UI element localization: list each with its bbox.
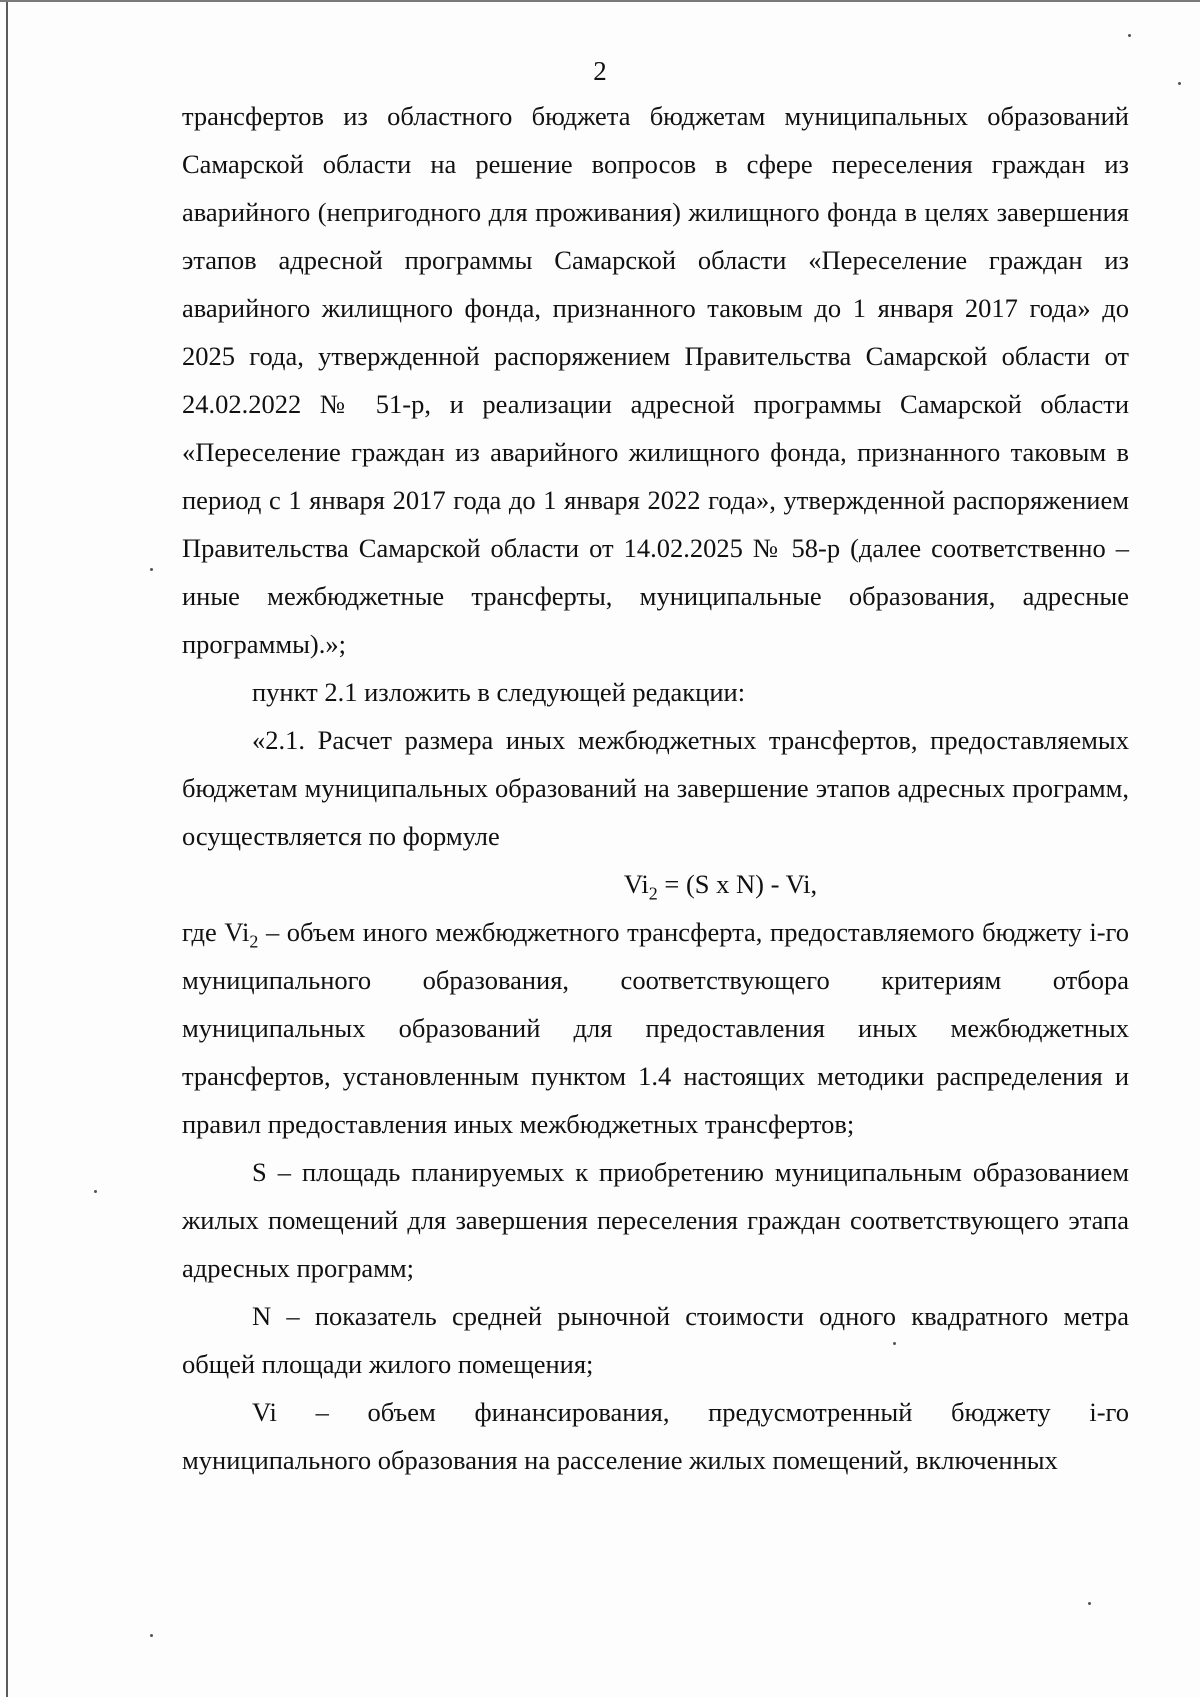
- paragraph-transfers-purpose: трансфертов из областного бюджета бюджетам муниципальных образований Самарской области на решение вопросов в сфере переселения граждан из аварийного (непригодного для проживания) жилищного фонда в целях завершения этапов адресной программы Самарской области «Переселение граждан из аварийного жилищного фонда, признанного таковым до 1 января 2017 года» до 2025 года, утвержденной распоряжением Правительства Самарской области от 24.02.2022 № 51-р, и реализации адресной программы Самарской области «Переселение граждан из аварийного жилищного фонда, признанного таковым в период с 1 января 2017 года до 1 января 2022 года», утвержденной распоряжением Правительства Самарской области от 14.02.2025 № 58-р (далее соответственно – иные межбюджетные трансферты, муниципальные образования, адресные программы).»;: [182, 101, 1129, 659]
- scan-speck: [150, 568, 153, 571]
- document-body: [182, 92, 1129, 1484]
- where-text: – объем иного межбюджетного трансферта, предоставляемого бюджету i-го муниципального образования, соответствующего критериям отбора муниципальных образований для предоставления иных межбюджетных трансфертов, установленным пунктом 1.4 настоящих методики распределения и правил предоставления иных межбюджетных трансфертов;: [182, 917, 1130, 1139]
- definition-s: S – площадь планируемых к приобретению муниципальным образованием жилых помещений для завершения переселения граждан соответствующего этапа адресных программ;: [182, 1157, 1129, 1283]
- where-prefix: где Vi: [182, 917, 250, 947]
- where-subscript: 2: [249, 931, 259, 952]
- definition-vi: Vi – объем финансирования, предусмотренный бюджету i-го муниципального образования на расселение жилых помещений, включенных: [182, 1397, 1129, 1475]
- scan-speck: [1128, 34, 1131, 37]
- paragraph-clause-2-1: «2.1. Расчет размера иных межбюджетных трансфертов, предоставляемых бюджетам муниципальных образований на завершение этапов адресных программ, осуществляется по формуле: [182, 725, 1129, 851]
- paragraph-where-vi2: [182, 908, 1129, 1148]
- paragraph-amend-clause: пункт 2.1 изложить в следующей редакции:: [252, 677, 746, 707]
- formula-lhs-subscript: 2: [648, 883, 658, 904]
- scan-left-edge: [6, 0, 8, 1697]
- formula-lhs: Vi: [623, 869, 649, 899]
- formula: [182, 860, 1129, 908]
- definition-n: N – показатель средней рыночной стоимости одного квадратного метра общей площади жилого помещения;: [182, 1301, 1129, 1379]
- scan-speck: [1088, 1602, 1091, 1605]
- scan-speck: [94, 1190, 97, 1193]
- scan-speck: [150, 1634, 153, 1637]
- page-number: 2: [593, 56, 607, 86]
- formula-rhs: = (S x N) - Vi,: [657, 869, 818, 899]
- scan-top-edge: [0, 0, 1200, 2]
